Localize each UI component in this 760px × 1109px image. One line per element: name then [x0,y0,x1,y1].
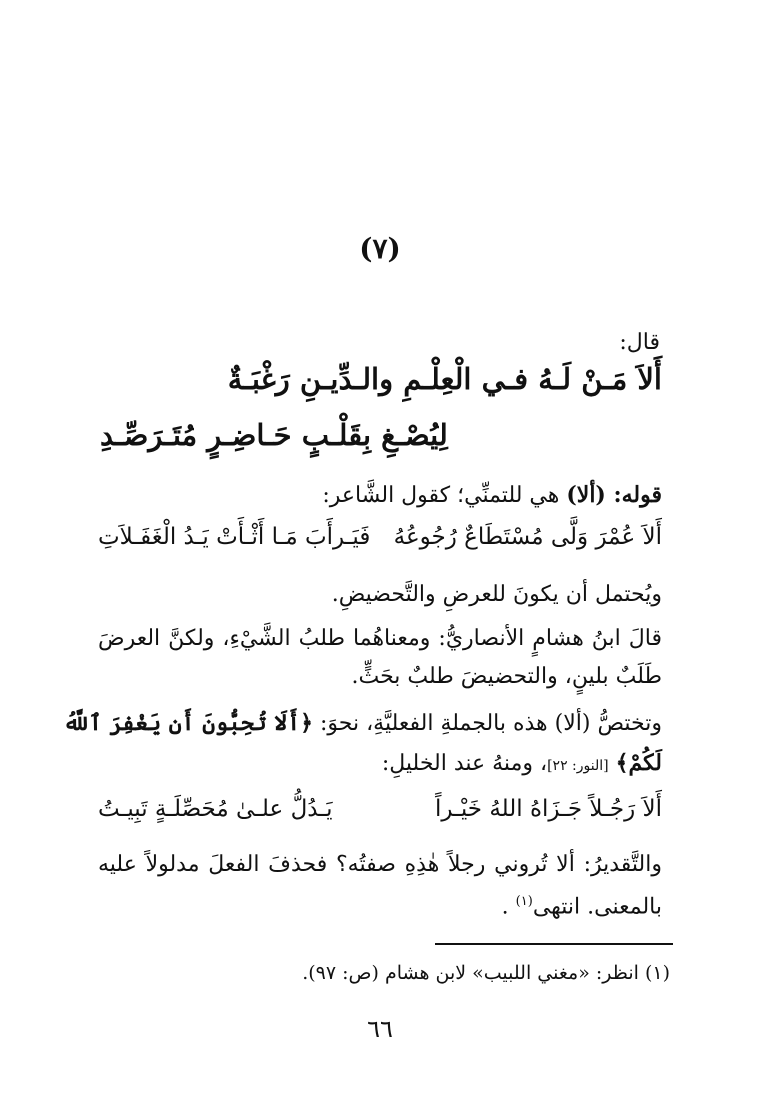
verse-line-2: لِيُصْـغِ بِقَلْـبٍ حَـاضِـرٍ مُتَـرَصِّـدِ [100,418,448,452]
paragraph-1 [322,482,662,508]
paragraph-2: ويُحتمل أن يكونَ للعرضِ والتَّحضيضِ. [331,582,662,607]
poem-2-first-hemistich: أَلاَ رَجُـلاً جَـزَاهُ اللهُ خَيْـراً [435,796,662,822]
paragraph-4-continuation: ، ومنهُ عند الخليلِ: [381,751,548,776]
footnote-marker: (١) [644,962,670,984]
poem-2 [98,796,662,822]
paragraph-1-lead: قوله: (ألا) [566,482,662,508]
paragraph-4-text: وتختصُّ (ألا) هذه بالجملةِ الفعليَّةِ، نحوَ: [312,711,662,736]
footnote-reference[interactable]: (١) [515,894,533,909]
paragraph-3-line-2: طَلَبٌ بلينٍ، والتحضيضَ طلبٌ بحَثٍّ. [351,664,662,689]
paragraph-5-line-2 [502,894,662,919]
paragraph-4-line-1 [63,710,662,736]
quran-verse-part-2: لَكُمْ﴾ [615,750,662,776]
paragraph-5-end: . [501,894,509,920]
verse-line-1: أَلاَ مَـنْ لَـهُ فـي الْعِلْـمِ والـدِّيـنِ رَغْبَـةٌ [227,362,662,396]
paragraph-5-line-1: والتَّقديرُ: ألا تُروني رجلاً هٰذِهِ صفتُه؟ فحذفَ الفعلَ مدلولاً عليه [98,852,662,877]
page-number: ٦٦ [367,1015,393,1043]
paragraph-4-line-2 [382,750,662,776]
quran-verse-part-1: ﴿أَلَا تُحِبُّونَ أَن يَغْفِرَ ٱللَّهُ [63,710,313,736]
poem-1 [98,524,662,550]
footnote-text: انظر: «مغني اللبيب» لابن هشام (ص: ٩٧). [302,962,639,984]
section-number: (٧) [359,232,401,265]
footnote-separator [435,943,673,945]
paragraph-3-line-1: قالَ ابنُ هشامٍ الأنصاريُّ: ومعناهُما طلبُ الشَّيْءِ، ولكنَّ العرضَ [98,626,662,651]
footnote [302,962,670,984]
paragraph-5-text: بالمعنى. انتهى [532,894,662,920]
quran-citation: [النور: ٢٢] [547,758,609,774]
poem-2-second-hemistich: يَـدُلُّ علـىٰ مُحَصِّلَـةٍ تَبِيـتُ [98,796,333,822]
paragraph-1-text: هي للتمنِّي؛ كقول الشَّاعر: [322,483,567,508]
poem-1-second-hemistich: فَيَـرأَبَ مَـا أَثْـأَتْ يَـدُ الْغَفَـلاَتِ [98,524,371,550]
qala-label: قال: [619,330,660,355]
poem-1-first-hemistich: أَلاَ عُمْرَ وَلَّى مُسْتَطَاعٌ رُجُوعُهُ [393,524,662,550]
